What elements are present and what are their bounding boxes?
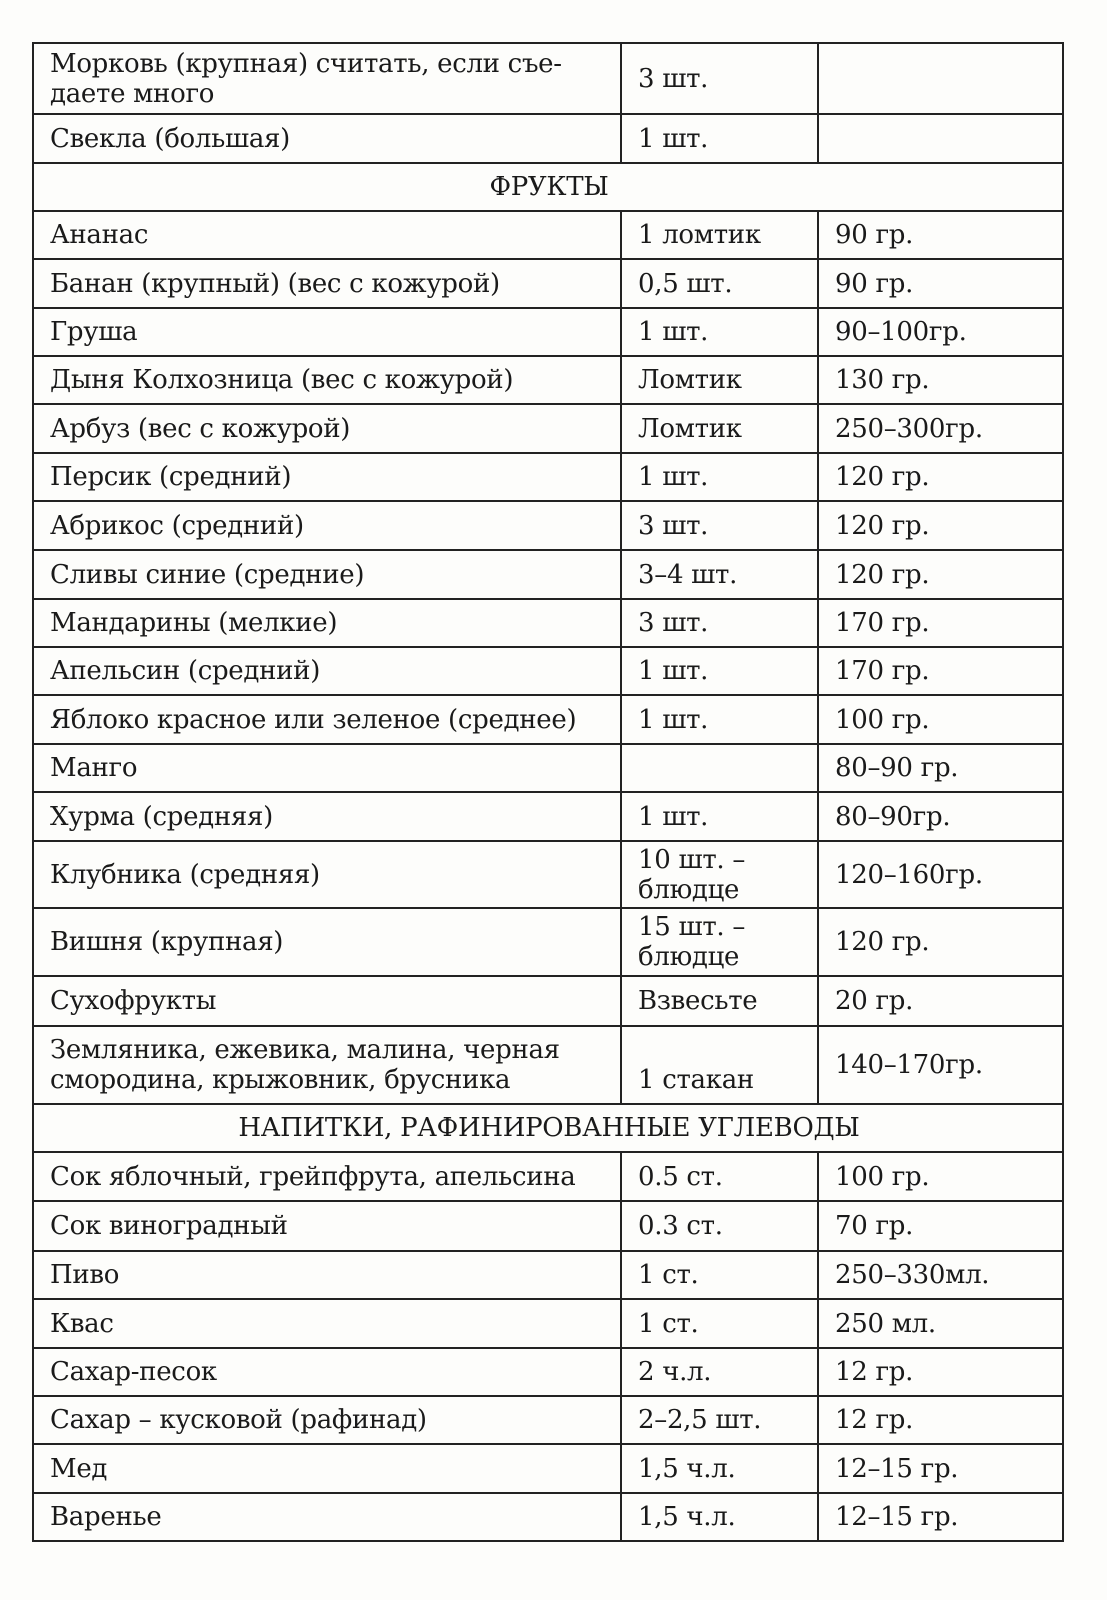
quantity-cell: 3–4 шт. — [621, 550, 818, 599]
table-row — [33, 1444, 1063, 1493]
table-row — [33, 1026, 1063, 1104]
food-name-cell: Мед — [33, 1444, 621, 1493]
table-row — [33, 404, 1063, 453]
section-title: НАПИТКИ, РАФИНИРОВАННЫЕ УГЛЕВОДЫ — [33, 1104, 1063, 1152]
weight-cell: 250 мл. — [818, 1299, 1063, 1348]
table-row — [33, 453, 1063, 501]
food-name-cell: Хурма (средняя) — [33, 792, 621, 841]
quantity-cell: 1 шт. — [621, 114, 818, 163]
quantity-cell: Ломтик — [621, 404, 818, 453]
quantity-cell: 15 шт. – блюдце — [621, 908, 818, 976]
food-name-cell: Квас — [33, 1299, 621, 1348]
weight-cell: 12–15 гр. — [818, 1493, 1063, 1541]
quantity-cell — [621, 744, 818, 792]
table-row — [33, 1396, 1063, 1444]
weight-cell: 250–300гр. — [818, 404, 1063, 453]
food-name-cell: Мандарины (мелкие) — [33, 599, 621, 647]
weight-cell: 12 гр. — [818, 1396, 1063, 1444]
table-row — [33, 744, 1063, 792]
table-row — [33, 1152, 1063, 1201]
table-row — [33, 1201, 1063, 1251]
table-body — [33, 43, 1063, 1541]
weight-cell: 80–90гр. — [818, 792, 1063, 841]
section-title: ФРУКТЫ — [33, 163, 1063, 211]
table-row — [33, 211, 1063, 259]
food-name-cell: Манго — [33, 744, 621, 792]
food-name-cell: Сахар-песок — [33, 1348, 621, 1396]
table-row — [33, 647, 1063, 695]
food-name-cell: Сухофрукты — [33, 976, 621, 1026]
section-header-row — [33, 1104, 1063, 1152]
food-name-cell: Банан (крупный) (вес с кожурой) — [33, 259, 621, 308]
quantity-cell: 1,5 ч.л. — [621, 1444, 818, 1493]
quantity-cell: 0,5 шт. — [621, 259, 818, 308]
quantity-cell: 1 шт. — [621, 792, 818, 841]
food-name-cell: Апельсин (средний) — [33, 647, 621, 695]
weight-cell: 90 гр. — [818, 211, 1063, 259]
food-name-cell: Сахар – кусковой (рафинад) — [33, 1396, 621, 1444]
quantity-cell: 0.5 ст. — [621, 1152, 818, 1201]
table-row — [33, 356, 1063, 404]
quantity-cell: 1 шт. — [621, 695, 818, 744]
table-row — [33, 1493, 1063, 1541]
weight-cell: 120 гр. — [818, 453, 1063, 501]
quantity-cell: 1 стакан — [621, 1026, 818, 1104]
table-row — [33, 550, 1063, 599]
table-row — [33, 792, 1063, 841]
quantity-cell: 1 ст. — [621, 1251, 818, 1299]
food-name-cell: Абрикос (средний) — [33, 501, 621, 550]
weight-cell: 120 гр. — [818, 908, 1063, 976]
weight-cell: 100 гр. — [818, 695, 1063, 744]
food-name-cell: Пиво — [33, 1251, 621, 1299]
food-name-cell: Ананас — [33, 211, 621, 259]
weight-cell: 80–90 гр. — [818, 744, 1063, 792]
weight-cell: 12–15 гр. — [818, 1444, 1063, 1493]
food-portion-table — [32, 42, 1064, 1542]
weight-cell: 90–100гр. — [818, 308, 1063, 356]
table-row — [33, 1251, 1063, 1299]
quantity-cell: 1 шт. — [621, 453, 818, 501]
quantity-cell: 3 шт. — [621, 501, 818, 550]
quantity-cell: 1 ломтик — [621, 211, 818, 259]
table-row — [33, 599, 1063, 647]
quantity-cell: 3 шт. — [621, 599, 818, 647]
quantity-cell: 1 шт. — [621, 647, 818, 695]
quantity-cell: 1 ст. — [621, 1299, 818, 1348]
quantity-cell: 1,5 ч.л. — [621, 1493, 818, 1541]
weight-cell: 90 гр. — [818, 259, 1063, 308]
quantity-cell: 0.3 ст. — [621, 1201, 818, 1251]
food-name-cell: Арбуз (вес с кожурой) — [33, 404, 621, 453]
table-row — [33, 43, 1063, 114]
weight-cell: 140–170гр. — [818, 1026, 1063, 1104]
weight-cell: 120 гр. — [818, 501, 1063, 550]
table-row — [33, 1348, 1063, 1396]
food-name-cell: Яблоко красное или зеленое (среднее) — [33, 695, 621, 744]
weight-cell — [818, 114, 1063, 163]
weight-cell: 170 гр. — [818, 647, 1063, 695]
food-name-cell: Морковь (крупная) считать, если съе- даете много — [33, 43, 621, 114]
table-row — [33, 841, 1063, 908]
table-row — [33, 976, 1063, 1026]
table-row — [33, 259, 1063, 308]
table-row — [33, 908, 1063, 976]
food-name-cell: Вишня (крупная) — [33, 908, 621, 976]
weight-cell — [818, 43, 1063, 114]
food-name-cell: Клубника (средняя) — [33, 841, 621, 908]
food-name-cell: Земляника, ежевика, малина, черная смородина, крыжовник, брусника — [33, 1026, 621, 1104]
quantity-cell: 3 шт. — [621, 43, 818, 114]
table-row — [33, 114, 1063, 163]
weight-cell: 12 гр. — [818, 1348, 1063, 1396]
weight-cell: 120–160гр. — [818, 841, 1063, 908]
food-name-cell: Сливы синие (средние) — [33, 550, 621, 599]
food-name-cell: Груша — [33, 308, 621, 356]
quantity-cell: 2 ч.л. — [621, 1348, 818, 1396]
food-name-cell: Дыня Колхозница (вес с кожурой) — [33, 356, 621, 404]
weight-cell: 100 гр. — [818, 1152, 1063, 1201]
food-name-cell: Персик (средний) — [33, 453, 621, 501]
table-row — [33, 1299, 1063, 1348]
table-row — [33, 308, 1063, 356]
food-name-cell: Сок яблочный, грейпфрута, апельсина — [33, 1152, 621, 1201]
quantity-cell: Ломтик — [621, 356, 818, 404]
quantity-cell: Взвесьте — [621, 976, 818, 1026]
section-header-row — [33, 163, 1063, 211]
weight-cell: 70 гр. — [818, 1201, 1063, 1251]
quantity-cell: 10 шт. – блюдце — [621, 841, 818, 908]
weight-cell: 130 гр. — [818, 356, 1063, 404]
weight-cell: 250–330мл. — [818, 1251, 1063, 1299]
weight-cell: 20 гр. — [818, 976, 1063, 1026]
weight-cell: 170 гр. — [818, 599, 1063, 647]
weight-cell: 120 гр. — [818, 550, 1063, 599]
food-name-cell: Варенье — [33, 1493, 621, 1541]
quantity-cell: 1 шт. — [621, 308, 818, 356]
food-name-cell: Сок виноградный — [33, 1201, 621, 1251]
table-row — [33, 501, 1063, 550]
quantity-cell: 2–2,5 шт. — [621, 1396, 818, 1444]
food-name-cell: Свекла (большая) — [33, 114, 621, 163]
table-row — [33, 695, 1063, 744]
